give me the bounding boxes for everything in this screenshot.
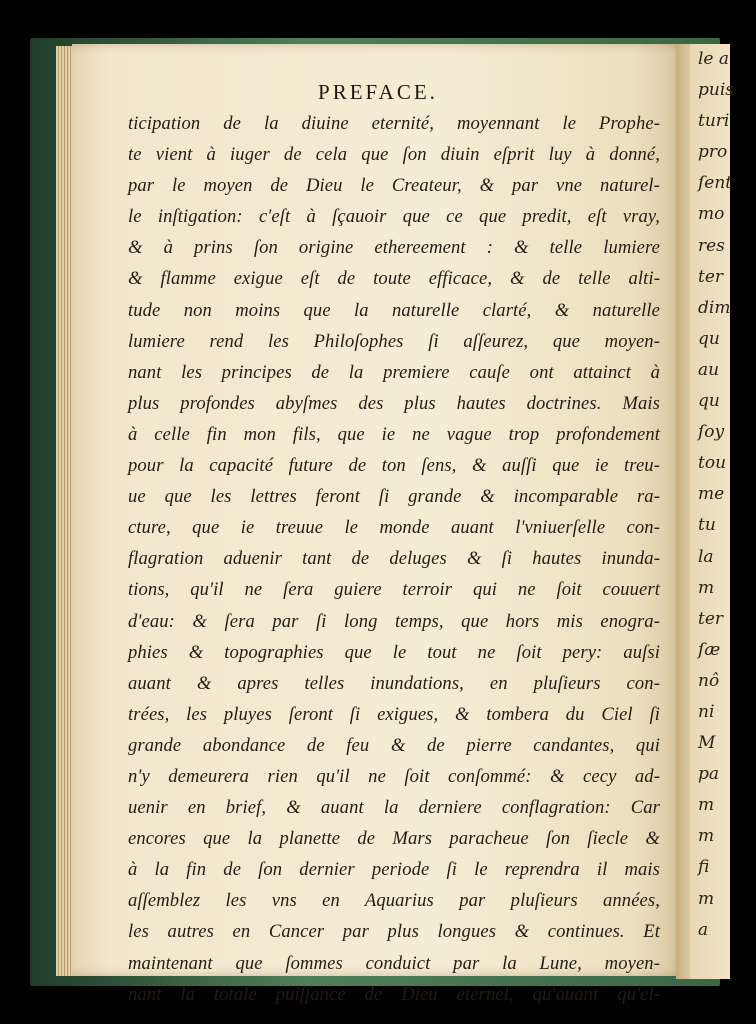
text-line: à celle fin mon fils, que ie ne vague trop profondement	[128, 423, 660, 445]
text-line: te vient à iuger de cela que ſon diuin eſprit luy à donné,	[128, 144, 660, 166]
right-page-fragment: puis	[698, 80, 734, 101]
right-page-fragment: qu	[698, 328, 720, 349]
text-line: & à prins ſon origine ethereement : & telle lumiere	[128, 237, 660, 259]
text-line: flagration aduenir tant de deluges & ſi hautes inunda-	[128, 548, 660, 570]
text-line: & flamme exigue eſt de toute efficace, & de telle alti-	[128, 268, 660, 290]
right-page-fragment: m	[698, 888, 715, 909]
right-page-fragment: a	[698, 919, 709, 940]
text-line: phies & topographies que le tout ne ſoit pery: auſsi	[128, 641, 660, 663]
right-page-fragment: me	[698, 484, 725, 505]
text-line: pour la capacité future de ton ſens, & auſſi que ie treu-	[128, 455, 660, 477]
text-line: uenir en brief, & auant la derniere conflagration: Car	[128, 797, 660, 819]
right-page-fragment: M	[698, 733, 716, 754]
right-page-fragment: fi	[698, 857, 710, 878]
right-page-fragment: m	[698, 826, 715, 847]
text-line: auant & apres telles inundations, en pluſieurs con-	[128, 672, 660, 694]
body-text	[128, 108, 660, 1010]
page-title: PREFACE.	[318, 80, 438, 104]
right-page-fragment: mo	[698, 204, 725, 225]
right-page-fragment: ſæ	[698, 639, 721, 660]
text-line: tude non moins que la naturelle clarté, & naturelle	[128, 299, 660, 321]
right-page-fragment: qu	[698, 391, 720, 412]
text-line: n'y demeurera rien qu'il ne ſoit conſommé: & cecy ad-	[128, 765, 660, 787]
text-line: nant la totale puiſſance de Dieu eternel, qu'auant qu'el-	[128, 983, 660, 1005]
text-line: ue que les lettres feront ſi grande & incomparable ra-	[128, 486, 660, 508]
right-page-fragment: ſent	[698, 173, 733, 194]
text-line: d'eau: & ſera par ſi long temps, que hors mis enogra-	[128, 610, 660, 632]
right-page-fragment: ter	[698, 266, 724, 287]
text-line: le inſtigation: c'eſt à ſçauoir que ce que predit, eſt vray,	[128, 206, 660, 228]
text-line: par le moyen de Dieu le Createur, & par vne naturel-	[128, 175, 660, 197]
right-page-fragment: turi	[698, 111, 730, 132]
right-page-fragment: la	[698, 546, 714, 567]
text-line: encores que la planette de Mars paracheue ſon ſiecle &	[128, 828, 660, 850]
right-page-fragment: pa	[698, 764, 720, 785]
right-page-fragment: pro	[698, 142, 728, 163]
right-page-fragment: ter	[698, 608, 724, 629]
text-line: à la fin de ſon dernier periode ſi le reprendra il mais	[128, 859, 660, 881]
right-page-fragment: ſoy	[698, 422, 725, 443]
text-line: grande abondance de feu & de pierre candantes, qui	[128, 734, 660, 756]
text-line: plus profondes abyſmes des plus hautes doctrines. Mais	[128, 392, 660, 414]
right-page-fragment: dim	[698, 297, 731, 318]
right-page-fragment: le a	[698, 49, 730, 69]
text-line: les autres en Cancer par plus longues & continues. Et	[128, 921, 660, 943]
right-page-fragment: res	[698, 235, 725, 256]
right-page-fragment: ni	[698, 701, 715, 722]
right-page-fragment: tu	[698, 515, 716, 536]
right-page-fragment: nô	[698, 670, 720, 691]
text-line: maintenant que ſommes conduict par la Lune, moyen-	[128, 952, 660, 974]
right-page-fragment: au	[698, 359, 720, 380]
right-page	[690, 44, 734, 979]
text-line: nant les principes de la premiere cauſe ont attainct à	[128, 361, 660, 383]
text-line: tions, qu'il ne ſera guiere terroir qui ne ſoit couuert	[128, 579, 660, 601]
text-line: trées, les pluyes ſeront ſi exigues, & tombera du Ciel ſi	[128, 703, 660, 725]
text-line: ticipation de la diuine eternité, moyennant le Prophe-	[128, 113, 660, 134]
right-page-fragment: m	[698, 577, 715, 598]
text-line: aſſemblez les vns en Aquarius par pluſieurs années,	[128, 890, 660, 912]
text-line: lumiere rend les Philoſophes ſi aſſeurez, que moyen-	[128, 330, 660, 352]
right-page-fragment: tou	[698, 453, 727, 474]
right-page-fragment: m	[698, 795, 715, 816]
text-line: cture, que ie treuue le monde auant l'vniuerſelle con-	[128, 517, 660, 539]
